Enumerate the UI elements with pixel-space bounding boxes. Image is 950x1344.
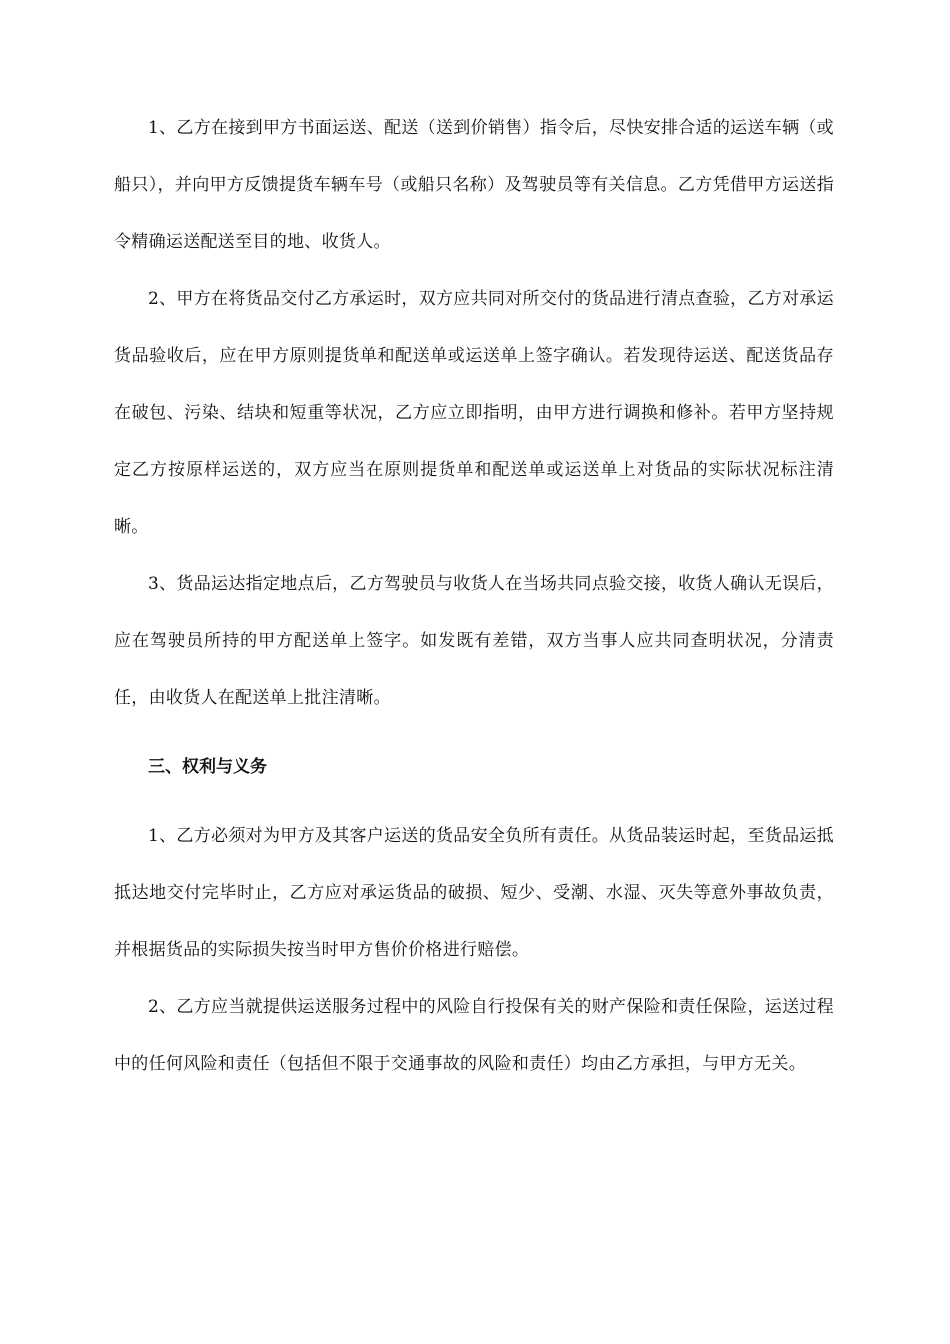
paragraph-insurance: 2、乙方应当就提供运送服务过程中的风险自行投保有关的财产保险和责任保险，运送过程中的任何风险和责任（包括但不限于交通事故的风险和责任）均由乙方承担，与甲方无关。 xyxy=(114,997,834,1074)
document-page xyxy=(114,100,834,1093)
paragraph-goods-safety-liability: 1、乙方必须对为甲方及其客户运送的货品安全负所有责任。从货品装运时起，至货品运抵抵达地交付完毕时止，乙方应对承运货品的破损、短少、受潮、水湿、灭失等意外事故负责，并根据货品的实际损失按当时甲方售价价格进行赔偿。 xyxy=(114,826,834,960)
section-heading-rights-obligations: 三、权利与义务 xyxy=(148,757,267,777)
paragraph-goods-handover: 3、货品运达指定地点后，乙方驾驶员与收货人在当场共同点验交接，收货人确认无误后，应在驾驶员所持的甲方配送单上签字。如发既有差错，双方当事人应共同查明状况，分清责任，由收货人在配送单上批注清晰。 xyxy=(114,574,834,708)
paragraph-delivery-instruction: 1、乙方在接到甲方书面运送、配送（送到价销售）指令后，尽快安排合适的运送车辆（或船只），并向甲方反馈提货车辆车号（或船只名称）及驾驶员等有关信息。乙方凭借甲方运送指令精确运送配送至目的地、收货人。 xyxy=(114,118,834,252)
paragraph-goods-inspection: 2、甲方在将货品交付乙方承运时，双方应共同对所交付的货品进行清点查验，乙方对承运货品验收后，应在甲方原则提货单和配送单或运送单上签字确认。若发现待运送、配送货品存在破包、污染、结块和短重等状况，乙方应立即指明，由甲方进行调换和修补。若甲方坚持规定乙方按原样运送的，双方应当在原则提货单和配送单或运送单上对货品的实际状况标注清晰。 xyxy=(114,289,834,537)
